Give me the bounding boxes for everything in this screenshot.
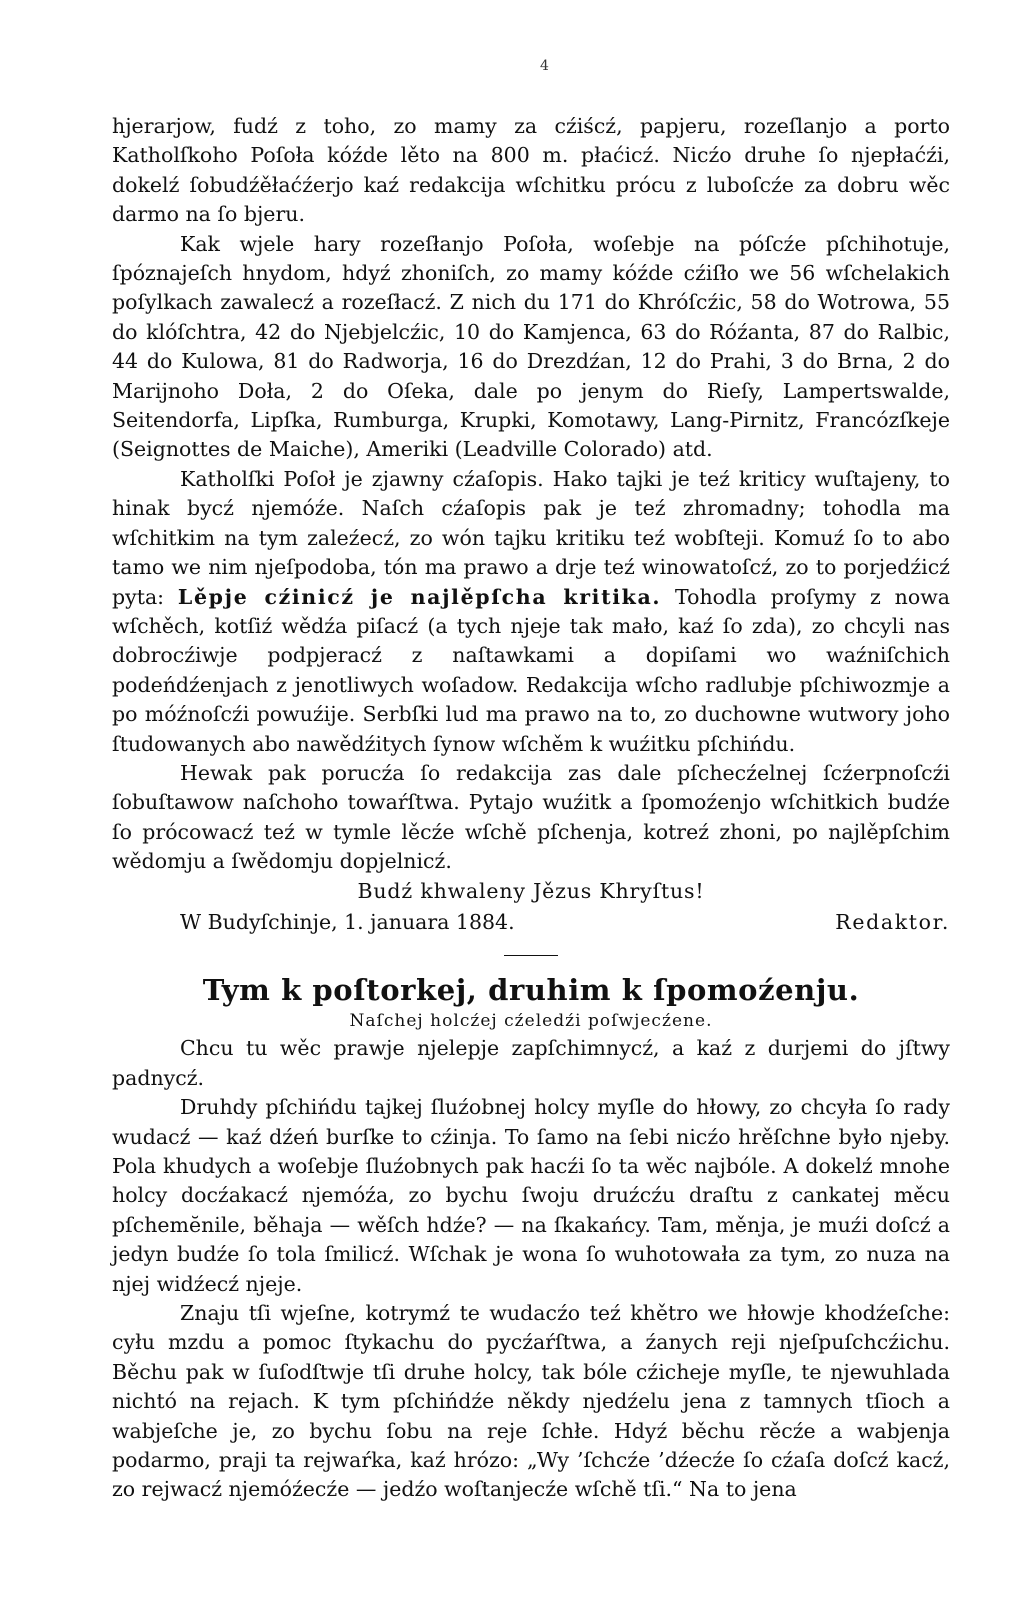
- section-paragraph-1: Chcu tu wěc prawje njelepje zapſchimnycź, a kaź z durjemi do jſtwy padnycź.: [112, 1036, 950, 1090]
- paragraph-journal: [112, 465, 950, 759]
- page-content: [112, 112, 950, 1505]
- document-page: [112, 0, 950, 1613]
- section-subtitle: Naſchej holcźej cźeledźi poſwjecźene.: [349, 1011, 713, 1032]
- signature: Redaktor.: [835, 909, 950, 934]
- section-title: Tym k poſtorkej, druhim k ſpomoźenju.: [202, 973, 860, 1008]
- page-mark: 4: [540, 58, 549, 74]
- paragraph-closing: Hewak pak porucźa ſo redakcija zas dale pſchecźelnej ſcźerpnoſcźi ſobuſtawow naſchoho towaŕſtwa. Pytajo wuźitk a ſpomoźenjo wſchitkich budźe ſo prócowacź teź w tymle lěcźe wſchě pſchenja, kotreź zhoni, po najlěpſchim wědomju a ſwědomju dopjelnicź.: [112, 760, 950, 874]
- paragraph-continuation: hjerarjow, fudź z toho, zo mamy za cźiścź, papjeru, rozeſlanjo a porto Katholſkoho Poſoła kóźde lěto na 800 m. płaćicź. Nicźo druhe ſo njepłaćźi, dokelź ſobudźěłaćźerjo kaź redakcija wſchitku prócu z luboſcźe za dobru wěc darmo na ſo bjeru.: [112, 114, 950, 227]
- section-paragraph-2: Druhdy pſchińdu tajkej ſluźobnej holcy myſle do hłowy, zo chcyła ſo rady wudacź — kaź dźeń burſke to cźinja. To ſamo na ſebi nicźo hrěſchne było njeby. Pola khudych a woſebje ſluźobnych pak hacźi ſo ta wěc najbóle. A dokelź mnohe holcy docźakacź njemóźa, zo bychu ſwoju druźcźu draſtu z cankatej měcu pſchemĕnile, běhaja — wěſch hdźe? — na ſkakańcy. Tam, měnja, je muźi doſcź a jedyn budźe ſo tola ſmilicź. Wſchak je wona ſo wuhotowała za tym, zo nuza na njej widźecź njeje.: [112, 1095, 950, 1296]
- section-paragraph-3: Znaju tſi wjeſne, kotrymź te wudacźo teź khětro we hłowje khodźeſche: cyłu mzdu a pomoc ſtykachu do pycźaŕſtwa, a źanych reji njeſpuſchcźichu. Běchu pak w ſuſodſtwje tſi druhe holcy, tak bóle cźicheje myſle, te njewuhlada nichtó na rejach. K tym pſchińdźe někdy njedźelu jena z tamnych tſioch a wabjeſche je, zo bychu ſobu na reje ſchłe. Hdyź běchu rěcźe a wabjenja podarmo, praji ta rejwaŕka, kaź hrózo: „Wy ’ſchcźe ’dźecźe ſo cźaſa doſcź kacź, zo rejwacź njemóźecźe — jedźo woſtanjecźe wſchě tſi.“ Na to jena: [112, 1301, 950, 1502]
- paragraph-journal-text: Katholſki Poſoł je zjawny cźaſopis. Hako tajki je teź kriticy wuſtajeny, to hinak bycź njemóźe. Naſch cźaſopis pak je teź zhromadny; tohodla ma wſchitkim na tym zaleźecź, zo wón tajku kritiku teź wobſteji. Komuź ſo to abo tamo we nim njeſpodoba, tón ma prawo a drje teź winowatoſcź, zo to porjedźicź pyta:: [112, 466, 950, 609]
- paragraph-distribution: Kak wjele hary rozeſłanjo Poſoła, woſebje na póſcźe pſchihotuje, ſpóznajeſch hnydom, hdyź zhoniſch, zo mamy kóźde cźiſło we 56 wſchelakich poſylkach zawalecź a rozeſłacź. Z nich du 171 do Khróſcźic, 58 do Wotrowa, 55 do klóſchtra, 42 do Njebjelcźic, 10 do Kamjenca, 63 do Róźanta, 87 do Ralbic, 44 do Kulowa, 81 do Radworja, 16 do Drezdźan, 12 do Prahi, 3 do Brna, 2 do Marijnoho Doła, 2 do Oſeka, dale po jenym do Rieſy, Lampertswalde, Seitendorfa, Lipſka, Rumburga, Krupki, Komotawy, Lang-Pirnitz, Francózſkeje (Seignottes de Maiche), Ameriki (Leadville Colorado) atd.: [112, 231, 950, 462]
- place-date: W Budyſchinje, 1. januara 1884.: [180, 909, 515, 934]
- divider: [504, 955, 558, 956]
- emphasis-motto: Lěpje cźinicź je najlěpſcha kritika.: [177, 584, 662, 609]
- dateline: [112, 908, 950, 937]
- salutation: Budź khwaleny Jězus Khryſtus!: [357, 878, 705, 903]
- paragraph-journal-rest: Tohodla proſymy z nowa wſchěch, kotſiź wědźa piſacź (a tych njeje tak mało, kaź ſo zda), zo chcyli nas dobrocźiwje podpjeracź z naſtawkami a dopiſami wo waźniſchich podeńdźenjach z jenotliwych woſadow. Redakcija wſcho radlubje pſchiwozmje a po móźnoſcźi powuźije. Serbſki lud ma prawo na to, zo duchowne wutwory joho ſtudowanych abo nawědźitych ſynow wſchěm k wuźitku pſchińdu.: [112, 584, 950, 756]
